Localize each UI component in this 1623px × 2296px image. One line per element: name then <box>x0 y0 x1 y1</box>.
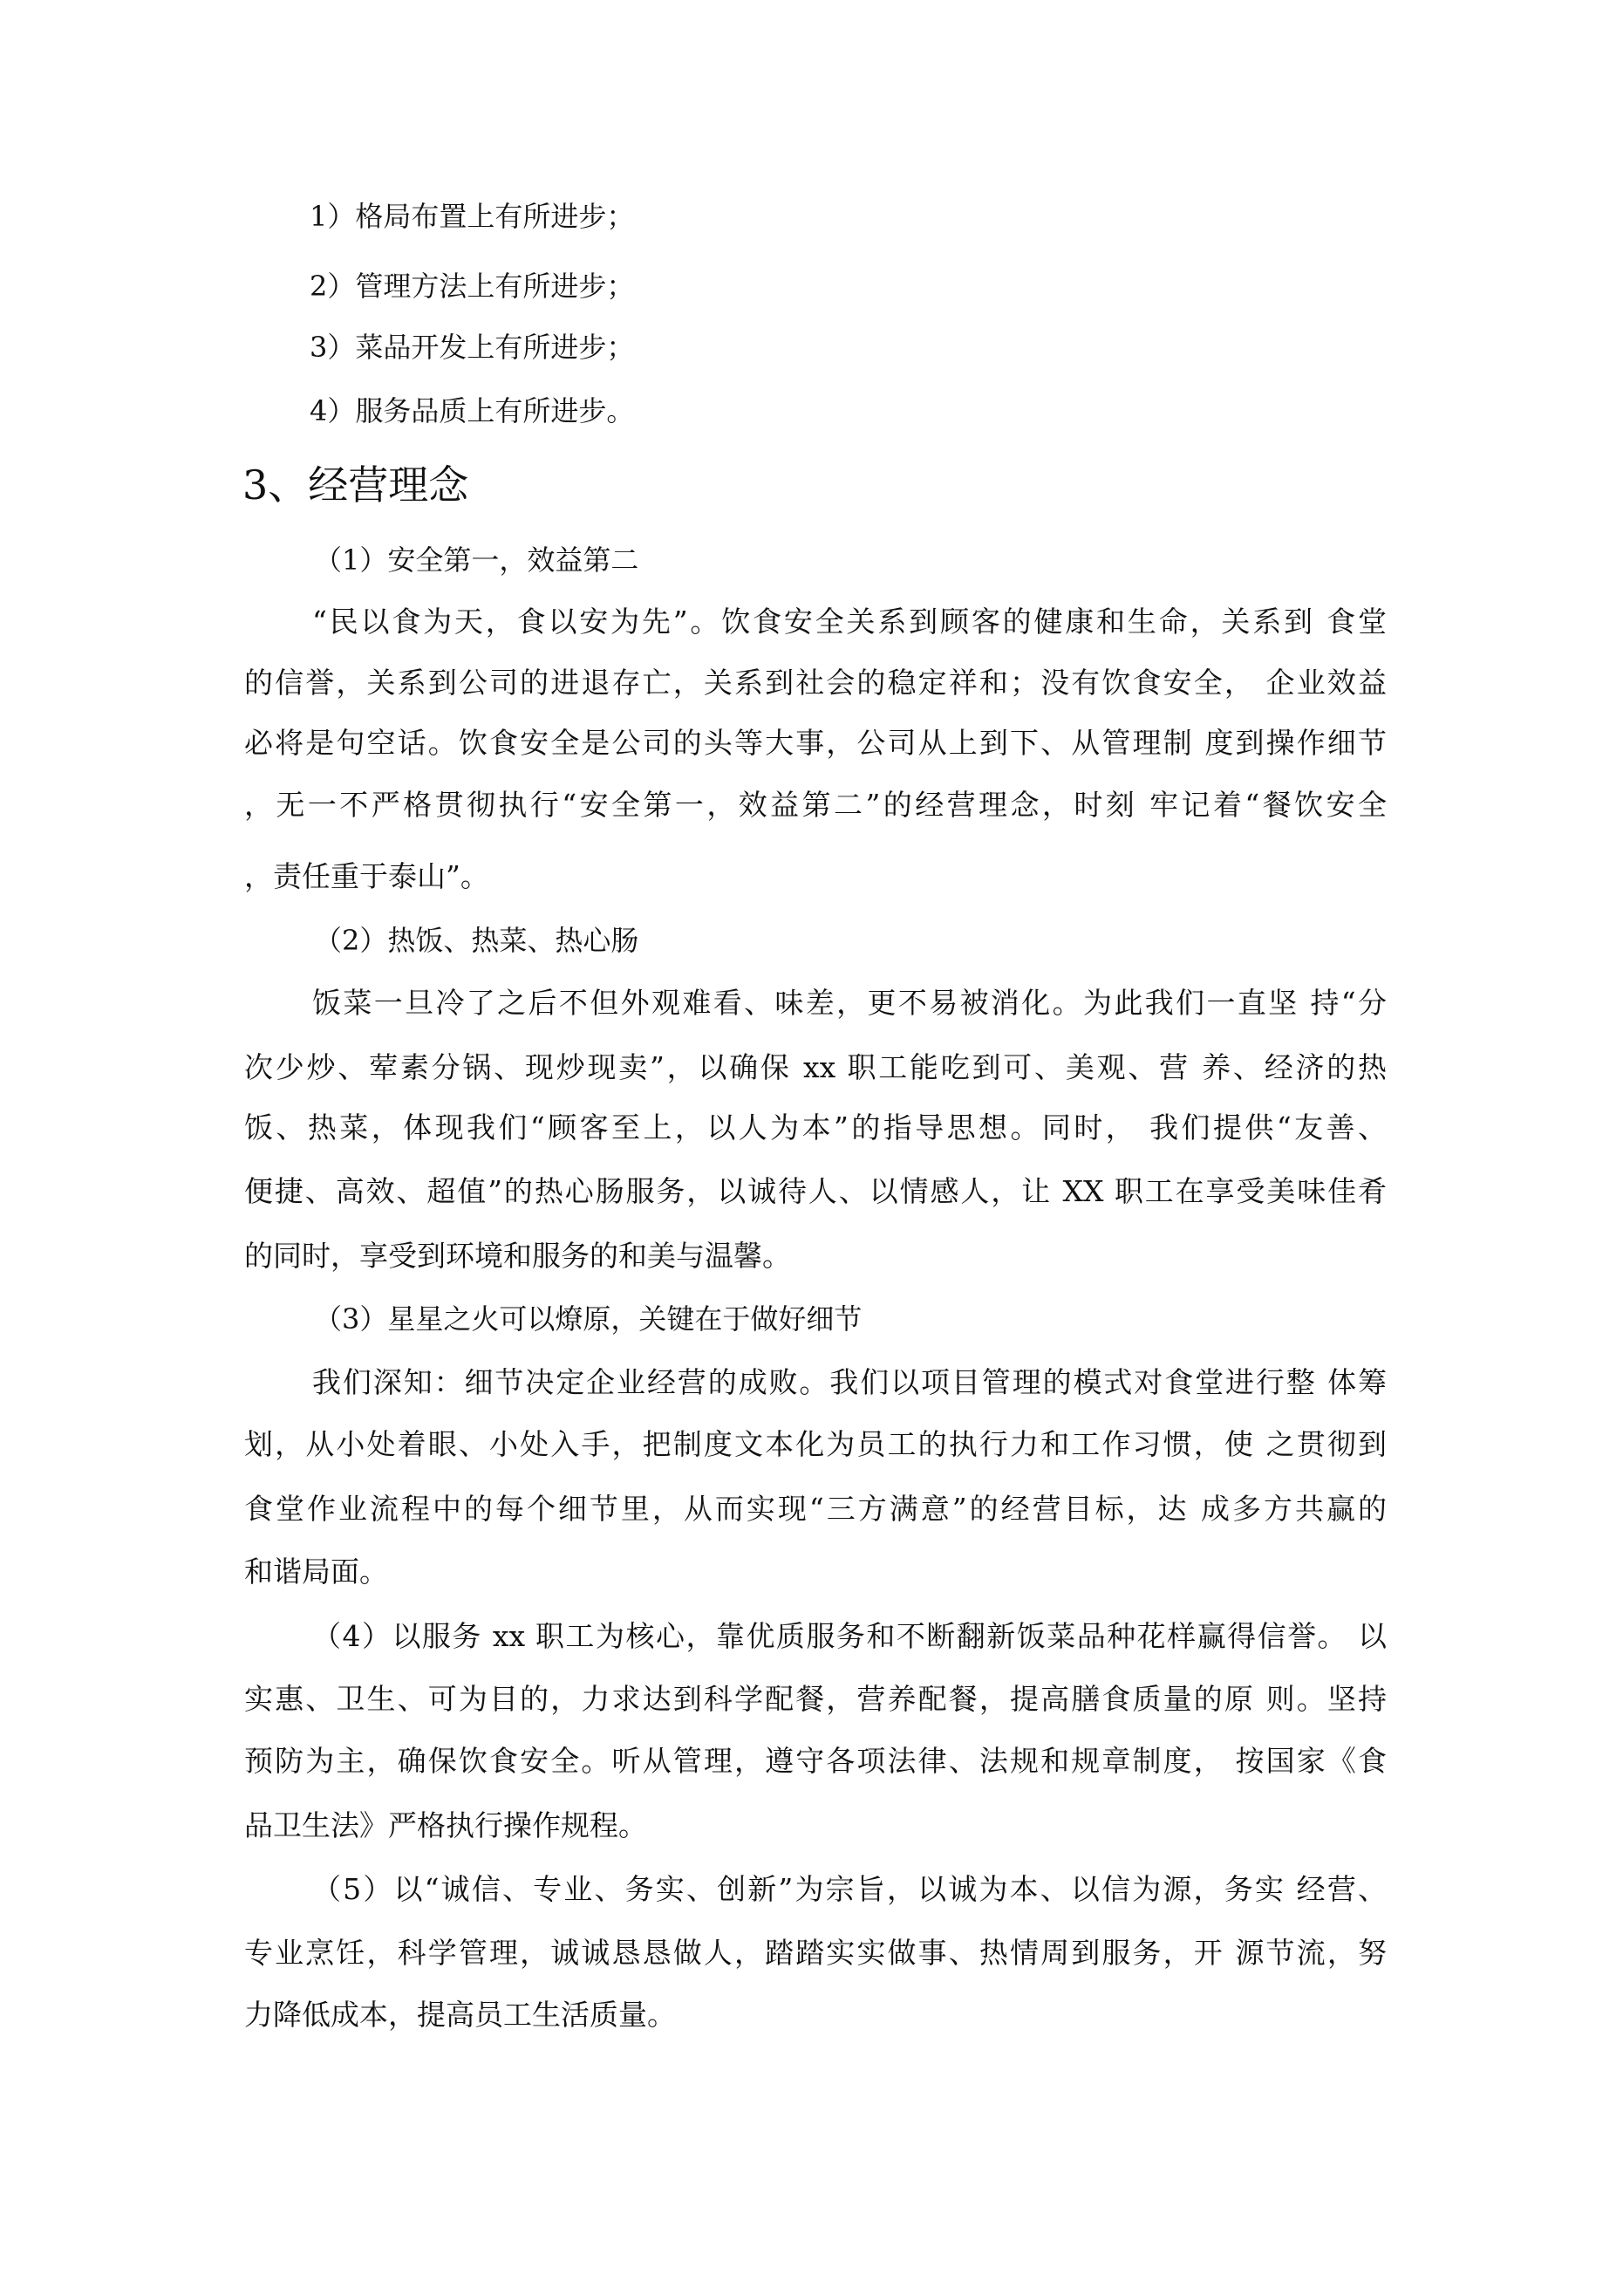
subsection-title: （1）安全第一，效益第二 <box>314 543 639 577</box>
paragraph-line: 实惠、卫生、可为目的，力求达到科学配餐，营养配餐，提高膳食质量的原 则。坚持 <box>244 1682 1387 1716</box>
paragraph-line: “民以食为天，食以安为先”。饮食安全关系到顾客的健康和生命，关系到 食堂 <box>312 605 1387 639</box>
paragraph-line: 饭、热菜，体现我们“顾客至上，以人为本”的指导思想。同时， 我们提供“友善、 <box>244 1110 1387 1145</box>
paragraph-line: ，责任重于泰山”。 <box>244 859 489 893</box>
paragraph-line: 便捷、高效、超值”的热心肠服务，以诚待人、以情感人，让 XX 职工在享受美味佳肴 <box>244 1174 1387 1208</box>
progress-list-item: 4）服务品质上有所进步。 <box>310 394 635 427</box>
paragraph-line: 预防为主，确保饮食安全。听从管理，遵守各项法律、法规和规章制度， 按国家《食 <box>244 1744 1387 1778</box>
progress-list-item: 1）格局布置上有所进步； <box>310 200 635 233</box>
paragraph-line: 划，从小处着眼、小处入手，把制度文本化为员工的执行力和工作习惯，使 之贯彻到 <box>244 1427 1387 1461</box>
paragraph-line: （5）以“诚信、专业、务实、创新”为宗旨，以诚为本、以信为源，务实 经营、 <box>312 1872 1387 1906</box>
paragraph-line: 必将是句空话。饮食安全是公司的头等大事，公司从上到下、从管理制 度到操作细节 <box>244 726 1387 760</box>
section-heading: 3、经营理念 <box>242 461 469 509</box>
paragraph-line: 食堂作业流程中的每个细节里，从而实现“三方满意”的经营目标，达 成多方共赢的 <box>244 1492 1387 1526</box>
paragraph-line: （4）以服务 xx 职工为核心，靠优质服务和不断翻新饭菜品种花样赢得信誉。 以 <box>312 1619 1387 1653</box>
subsection-title: （3）星星之火可以燎原，关键在于做好细节 <box>314 1302 863 1336</box>
paragraph-line: 我们深知：细节决定企业经营的成败。我们以项目管理的模式对食堂进行整 体筹 <box>312 1365 1387 1399</box>
subsection-title: （2）热饭、热菜、热心肠 <box>314 924 639 957</box>
paragraph-line: 专业烹饪，科学管理，诚诚恳恳做人，踏踏实实做事、热情周到服务，开 源节流，努 <box>244 1936 1387 1970</box>
progress-list-item: 3）菜品开发上有所进步； <box>310 331 635 364</box>
paragraph-line: 和谐局面。 <box>244 1555 388 1589</box>
paragraph-line: 的同时，享受到环境和服务的和美与温馨。 <box>244 1239 791 1273</box>
paragraph-line: ，无一不严格贯彻执行“安全第一，效益第二”的经营理念，时刻 牢记着“餐饮安全 <box>244 788 1387 822</box>
paragraph-line: 的信誉，关系到公司的进退存亡，关系到社会的稳定祥和；没有饮食安全， 企业效益 <box>244 666 1387 700</box>
progress-list-item: 2）管理方法上有所进步； <box>310 270 635 303</box>
paragraph-line: 次少炒、荤素分锅、现炒现卖”，以确保 xx 职工能吃到可、美观、营 养、经济的热 <box>244 1050 1387 1084</box>
paragraph-line: 力降低成本，提高员工生活质量。 <box>244 1998 676 2032</box>
paragraph-line: 品卫生法》严格执行操作规程。 <box>244 1808 647 1842</box>
paragraph-line: 饭菜一旦冷了之后不但外观难看、味差，更不易被消化。为此我们一直坚 持“分 <box>312 986 1387 1020</box>
